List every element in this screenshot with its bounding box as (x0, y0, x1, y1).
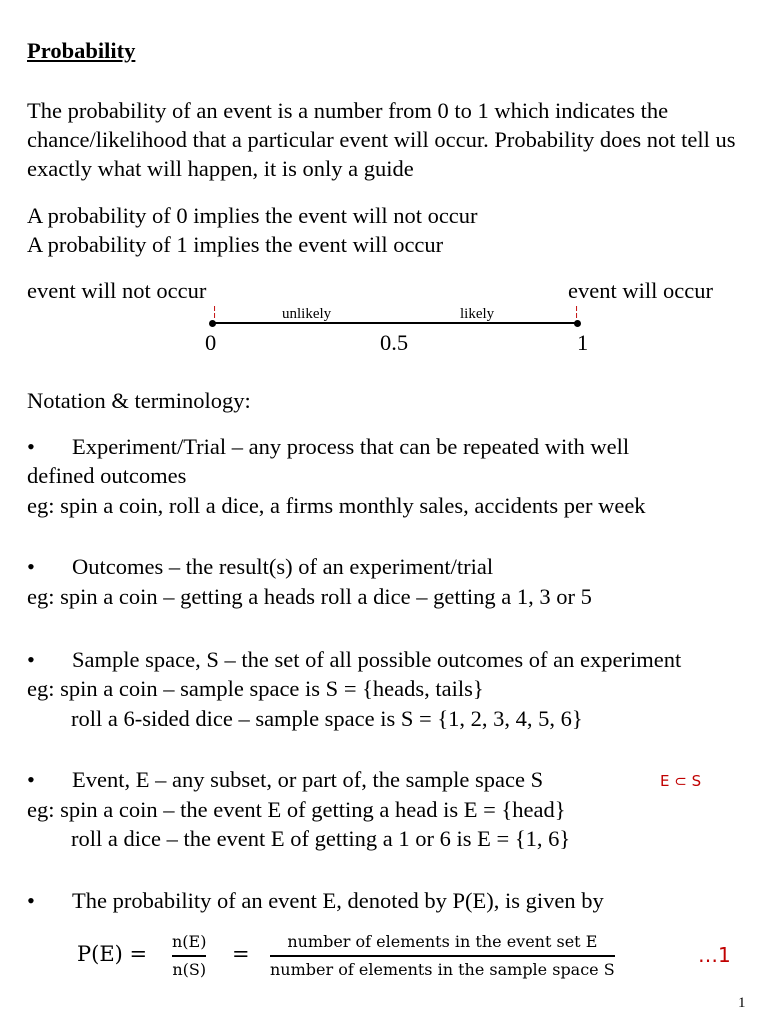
page-title: Probability (27, 38, 136, 63)
prob-one-line: A probability of 1 implies the event will occur (27, 232, 444, 257)
number-line-left-caption: event will not occur (27, 278, 207, 303)
prob-zero-line: A probability of 0 implies the event will not occur (27, 203, 478, 228)
page-number: 1 (738, 995, 746, 1011)
unlikely-label: unlikely (282, 306, 332, 322)
intro-paragraph: The probability of an event is a number from 0 to 1 which indicates the chance/likelihood that a particular event will occur. Probability does not tell us exactly what will happen, it is only a guide (27, 98, 736, 181)
experiment-definition-cont: defined outcomes (27, 463, 187, 488)
outcomes-example: eg: spin a coin – getting a heads roll a dice – getting a 1, 3 or 5 (27, 584, 592, 609)
tick-label-0-5: 0.5 (380, 330, 409, 355)
tick-label-0: 0 (205, 330, 217, 355)
fraction-words-bar (270, 955, 615, 957)
fraction-n-numerator: n(E) (172, 932, 207, 951)
sample-space-example-2: roll a 6-sided dice – sample space is S = {1, 2, 3, 4, 5, 6} (71, 706, 583, 731)
formula-lhs: P(E) = (77, 942, 148, 966)
left-red-tick: ╎ (211, 305, 219, 319)
number-line-axis (212, 322, 578, 324)
notation-heading: Notation & terminology: (27, 388, 251, 413)
formula-equals-2: = (232, 942, 250, 966)
event-definition: Event, E – any subset, or part of, the sample space S (72, 767, 544, 792)
outcomes-definition: Outcomes – the result(s) of an experiment/trial (72, 554, 494, 579)
left-endpoint-dot (209, 320, 216, 327)
right-endpoint-dot (574, 320, 581, 327)
likely-label: likely (460, 306, 495, 322)
bullet-sample-space: • (27, 647, 35, 672)
right-red-tick: ╎ (573, 305, 581, 319)
tick-label-1: 1 (577, 330, 589, 355)
experiment-example: eg: spin a coin, roll a dice, a firms monthly sales, accidents per week (27, 493, 646, 518)
event-example-2: roll a dice – the event E of getting a 1 or 6 is E = {1, 6} (71, 826, 571, 851)
bullet-outcomes: • (27, 554, 35, 579)
fraction-n (172, 932, 206, 980)
number-line-right-caption: event will occur (568, 278, 713, 303)
sample-space-definition: Sample space, S – the set of all possible outcomes of an experiment (72, 647, 682, 672)
bullet-probability: • (27, 888, 35, 913)
event-example-1: eg: spin a coin – the event E of getting a head is E = {head} (27, 797, 566, 822)
fraction-n-bar (172, 955, 206, 957)
bullet-event: • (27, 767, 35, 792)
experiment-definition: Experiment/Trial – any process that can be repeated with well (72, 434, 630, 459)
fraction-n-denominator: n(S) (172, 959, 207, 979)
fraction-words (270, 932, 615, 980)
equation-number: …1 (698, 943, 731, 967)
probability-definition: The probability of an event E, denoted by P(E), is given by (72, 888, 604, 913)
bullet-experiment: • (27, 434, 35, 459)
sample-space-example-1: eg: spin a coin – sample space is S = {heads, tails} (27, 676, 484, 701)
subset-note: E ⊂ S (660, 772, 702, 790)
fraction-words-denominator: number of elements in the sample space S (270, 959, 615, 979)
fraction-words-numerator: number of elements in the event set E (287, 932, 598, 951)
